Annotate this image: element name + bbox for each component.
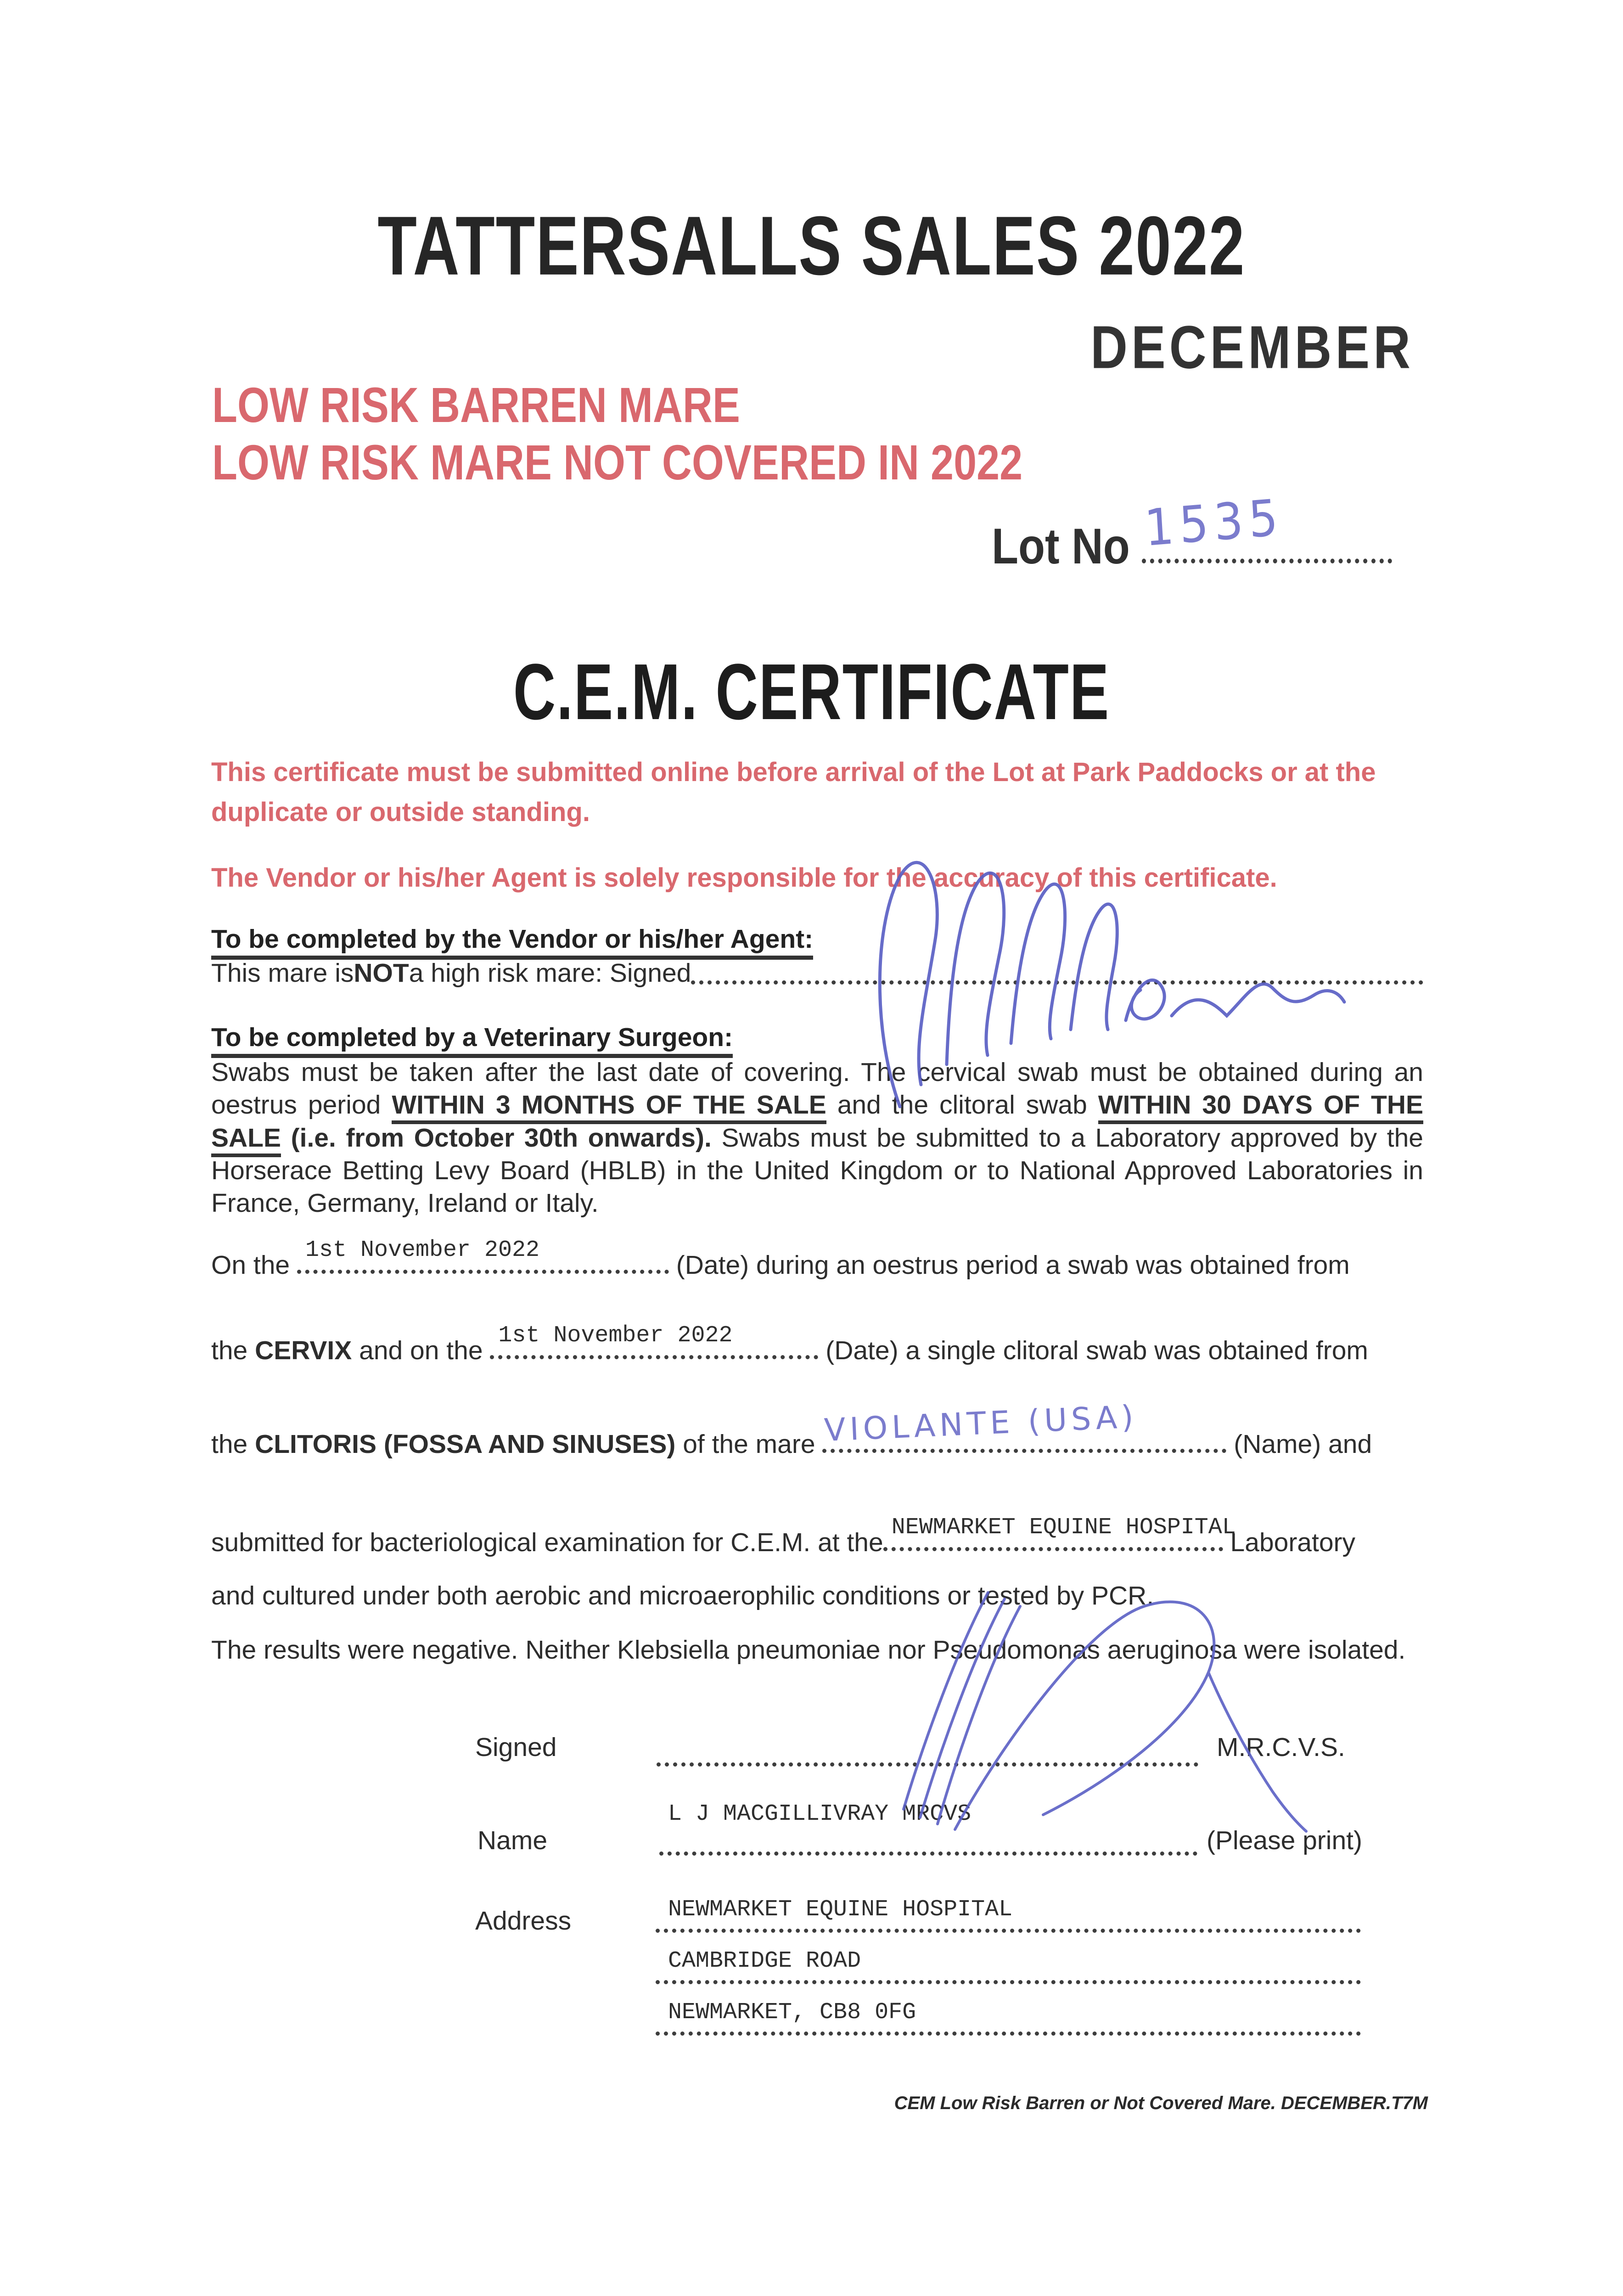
page-title: TATTERSALLS SALES 2022 bbox=[377, 198, 1246, 293]
laboratory-name-field bbox=[883, 1514, 1236, 1551]
certificate-title: C.E.M. CERTIFICATE bbox=[513, 647, 1110, 737]
address-line-2-value: CAMBRIDGE ROAD bbox=[668, 1948, 861, 1974]
cervix-label: CERVIX bbox=[255, 1336, 352, 1365]
name-label: Name bbox=[477, 1826, 548, 1855]
month-label: DECEMBER bbox=[1090, 313, 1414, 381]
risk-category-lines bbox=[212, 377, 1022, 491]
address-line-3-rule bbox=[656, 2032, 1361, 2036]
lot-row bbox=[992, 488, 1392, 575]
risk-line-2: LOW RISK MARE NOT COVERED IN 2022 bbox=[212, 435, 1023, 490]
cervical-swab-date-value: 1st November 2022 bbox=[305, 1237, 540, 1263]
vendor-line-not: NOT bbox=[354, 958, 409, 988]
results-paragraph: The results were negative. Neither Klebsiella pneumoniae nor Pseudomonas aeruginosa were isolated. bbox=[211, 1635, 1406, 1665]
address-line-3-value: NEWMARKET, CB8 0FG bbox=[668, 1999, 916, 2026]
laboratory-name-value: NEWMARKET EQUINE HOSPITAL bbox=[891, 1514, 1236, 1541]
clitoral-swab-date-field bbox=[490, 1322, 818, 1359]
lot-number-field bbox=[1142, 488, 1392, 563]
footer-form-reference: CEM Low Risk Barren or Not Covered Mare. DECEMBER.T7M bbox=[894, 2093, 1428, 2113]
clitoral-swab-date-value: 1st November 2022 bbox=[498, 1322, 733, 1349]
clitoris-label: CLITORIS (FOSSA AND SINUSES) bbox=[255, 1429, 676, 1459]
vet-para-bold-2: WITHIN 30 DAYS OF THE SALE bbox=[211, 1090, 1423, 1157]
mare-name-field bbox=[822, 1399, 1226, 1453]
lot-number-handwritten: 1535 bbox=[1143, 488, 1285, 558]
cervical-swab-date-field bbox=[297, 1237, 669, 1274]
vendor-section-heading: To be completed by the Vendor or his/her Agent: bbox=[211, 924, 813, 960]
address-line-1-value: NEWMARKET EQUINE HOSPITAL bbox=[668, 1896, 1013, 1923]
vet-para-1: Swabs must be taken after the last date of covering. The cervical swab must be obtained during an oestrus period bbox=[211, 1058, 1423, 1120]
vendor-line-post: a high risk mare: Signed bbox=[409, 958, 691, 988]
lot-label: Lot No bbox=[992, 518, 1130, 575]
vet-para-bold-1: WITHIN 3 MONTHS OF THE SALE bbox=[392, 1090, 826, 1124]
vet-name-value: L J MACGILLIVRAY MRCVS bbox=[668, 1801, 972, 1827]
cultured-line: and cultured under both aerobic and microaerophilic conditions or tested by PCR. bbox=[211, 1581, 1154, 1610]
mare-name-line: the CLITORIS (FOSSA AND SINUSES) of the mare VIOLANTE (USA) (Name) and bbox=[211, 1399, 1372, 1459]
vet-para-2: and the clitoral swab bbox=[826, 1090, 1098, 1120]
vendor-line-pre: This mare is bbox=[211, 958, 354, 988]
address-line-2-rule bbox=[656, 1980, 1361, 1984]
vet-signature-line bbox=[657, 1762, 1198, 1767]
signed-label: Signed bbox=[475, 1733, 557, 1762]
vet-name-line bbox=[659, 1851, 1197, 1856]
mare-name-handwritten: VIOLANTE (USA) bbox=[823, 1399, 1139, 1449]
vendor-declaration-line bbox=[211, 958, 1423, 988]
risk-line-1: LOW RISK BARREN MARE bbox=[212, 378, 740, 433]
notice-vendor-responsible: The Vendor or his/her Agent is solely responsible for the accuracy of this certificate. bbox=[211, 863, 1277, 893]
laboratory-line: submitted for bacteriological examination for C.E.M. at the NEWMARKET EQUINE HOSPITAL Laboratory bbox=[211, 1514, 1356, 1557]
please-print-label: (Please print) bbox=[1207, 1826, 1362, 1855]
vendor-signature-line bbox=[691, 980, 1423, 985]
clitoral-swab-date-line: the CERVIX and on the 1st November 2022 (Date) a single clitoral swab was obtained from bbox=[211, 1322, 1368, 1365]
vet-instructions-paragraph bbox=[211, 1056, 1423, 1220]
mrcvs-label: M.R.C.V.S. bbox=[1217, 1733, 1345, 1762]
notice-submit-online: This certificate must be submitted online before arrival of the Lot at Park Paddocks or at the duplicate or outside standing. bbox=[211, 757, 1376, 827]
cervical-swab-date-line: On the 1st November 2022 (Date) during an oestrus period a swab was obtained from bbox=[211, 1237, 1350, 1280]
address-label: Address bbox=[475, 1906, 572, 1936]
address-line-1-rule bbox=[656, 1929, 1361, 1933]
vet-para-bold-3: (i.e. from October 30th onwards). bbox=[281, 1123, 712, 1153]
vet-para-3: Swabs must be submitted to a Laboratory approved by the Horserace Betting Levy Board (HBLB) in the United Kingdom or to National Approved Laboratories in France, Germany, Ireland or Italy. bbox=[211, 1123, 1424, 1218]
vet-section-heading: To be completed by a Veterinary Surgeon: bbox=[211, 1022, 733, 1058]
